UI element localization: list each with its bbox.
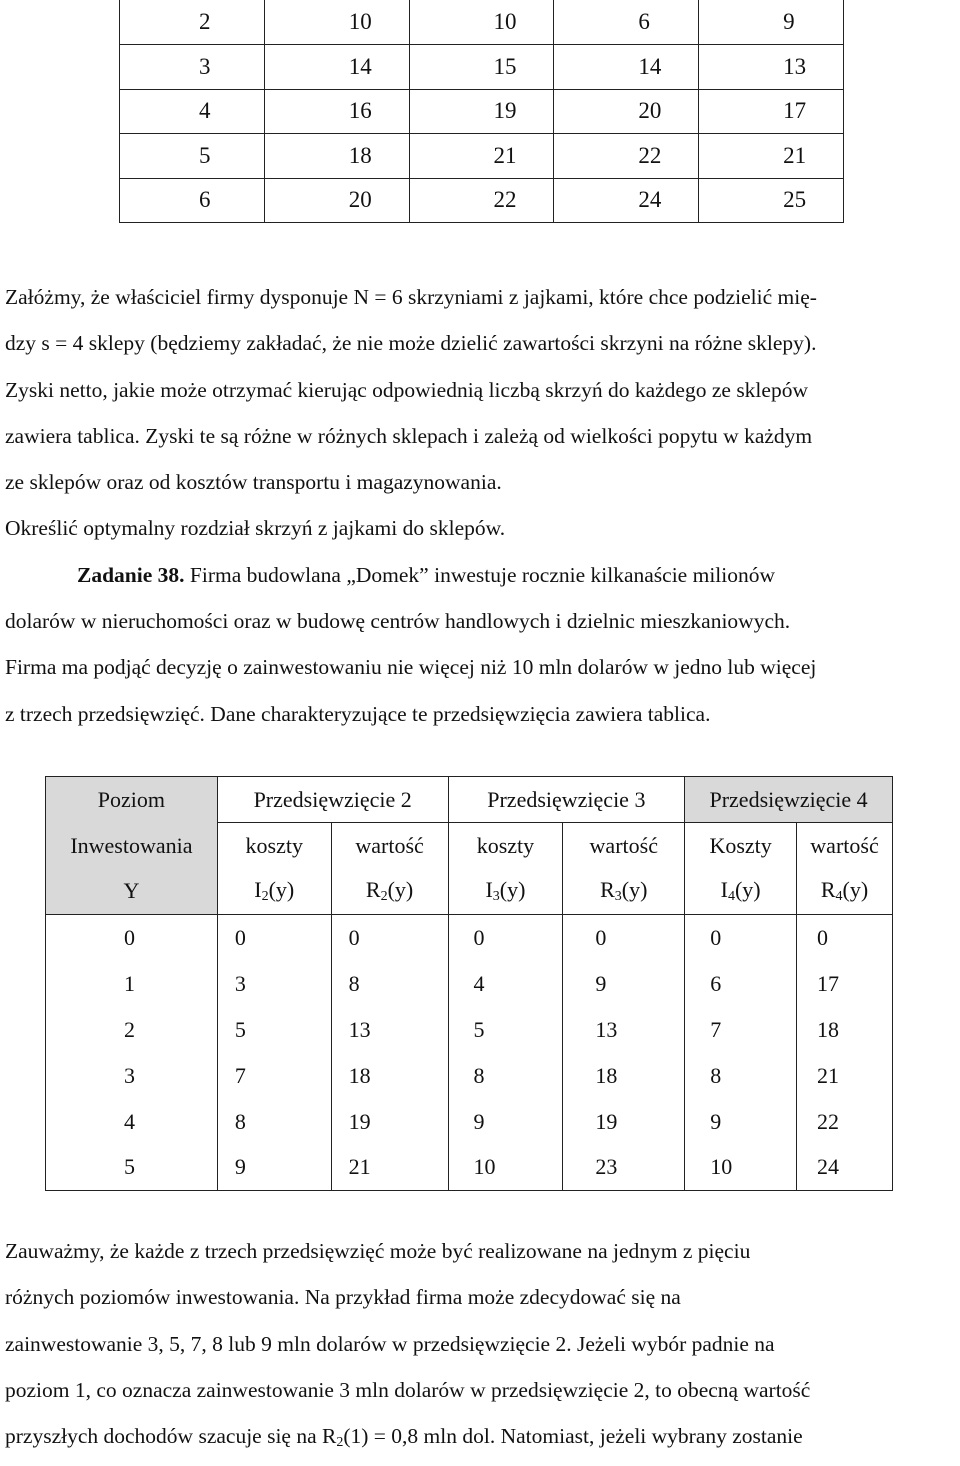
table-cell: 25 bbox=[699, 178, 844, 223]
table-cell: 18 bbox=[331, 1053, 448, 1099]
table-cell: 13 bbox=[331, 1007, 448, 1053]
table-cell: 21 bbox=[699, 134, 844, 179]
header-wartosc-4: wartość bbox=[797, 823, 893, 869]
text-line-last: przyszłych dochodów szacuje się na $R_2(1) = 0,8$ mln dol. Natomiast, jeżeli wybrany zostanie bbox=[5, 1424, 803, 1451]
zadanie-label: Zadanie 38. bbox=[77, 562, 185, 587]
table-cell: 19 bbox=[563, 1099, 685, 1145]
text-line: Firma ma podjąć decyzję o zainwestowaniu nie więcej niż 10 mln dolarów w jedno lub więcej bbox=[5, 655, 817, 680]
table-cell: 10 bbox=[264, 0, 409, 45]
table-cell: 9 bbox=[699, 0, 844, 45]
table-row bbox=[46, 915, 893, 961]
zadanie-intro: Firma budowlana „Domek” inwestuje rocznie kilkanaście milionów bbox=[184, 562, 776, 587]
header-koszty-3: koszty bbox=[448, 823, 563, 869]
table-cell: 5 bbox=[217, 1007, 331, 1053]
table-cell: 6 bbox=[120, 178, 265, 223]
header-row-labels bbox=[46, 823, 893, 869]
text-line: dolarów w nieruchomości oraz w budowę centrów handlowych i dzielnic mieszkaniowych. bbox=[5, 609, 791, 634]
table-cell: 5 bbox=[120, 134, 265, 179]
text-line: różnych poziomów inwestowania. Na przykład firma może zdecydować się na bbox=[5, 1285, 681, 1310]
table-cell: 3 bbox=[217, 961, 331, 1007]
zadanie-first-line bbox=[5, 552, 957, 598]
table-cell: 20 bbox=[554, 89, 699, 134]
table-cell: 21 bbox=[797, 1053, 893, 1099]
explanation-paragraph bbox=[5, 1228, 957, 1466]
header-i2: $I_2(y)$ bbox=[217, 869, 331, 915]
table-cell: 2 bbox=[46, 1007, 218, 1053]
table-cell: 18 bbox=[797, 1007, 893, 1053]
table-cell: 0 bbox=[797, 915, 893, 961]
table-cell: 7 bbox=[685, 1007, 797, 1053]
table-cell: 0 bbox=[685, 915, 797, 961]
table-cell: 9 bbox=[685, 1099, 797, 1145]
table-row bbox=[120, 0, 844, 45]
table-cell: 13 bbox=[563, 1007, 685, 1053]
header-project-2: Przedsięwzięcie 2 bbox=[217, 777, 448, 823]
table-cell: 10 bbox=[448, 1145, 563, 1191]
table-cell: 0 bbox=[563, 915, 685, 961]
table-row bbox=[46, 1145, 893, 1191]
header-row-projects bbox=[46, 777, 893, 823]
table-cell: 19 bbox=[409, 89, 554, 134]
header-r3: $R_3(y)$ bbox=[563, 869, 685, 915]
table-cell: 21 bbox=[331, 1145, 448, 1191]
header-r2: $R_2(y)$ bbox=[331, 869, 448, 915]
table-cell: 3 bbox=[120, 45, 265, 90]
table-cell: 3 bbox=[46, 1053, 218, 1099]
text-line: Określić optymalny rozdział skrzyń z jajkami do sklepów. bbox=[5, 516, 506, 541]
table-cell: 19 bbox=[331, 1099, 448, 1145]
problem-paragraph bbox=[5, 274, 957, 737]
table-cell: 15 bbox=[409, 45, 554, 90]
table-cell: 18 bbox=[264, 134, 409, 179]
table-cell: 2 bbox=[120, 0, 265, 45]
text-line: z trzech przedsięwzięć. Dane charakteryzujące te przedsięwzięcia zawiera tablica. bbox=[5, 701, 711, 726]
table-cell: 4 bbox=[120, 89, 265, 134]
table-cell: 8 bbox=[217, 1099, 331, 1145]
table-cell: 4 bbox=[46, 1099, 218, 1145]
table-row bbox=[46, 1053, 893, 1099]
table-cell: 23 bbox=[563, 1145, 685, 1191]
header-y: Y bbox=[46, 869, 218, 915]
table-cell: 21 bbox=[409, 134, 554, 179]
table-cell: 22 bbox=[554, 134, 699, 179]
table-cell: 10 bbox=[685, 1145, 797, 1191]
table-cell: 9 bbox=[448, 1099, 563, 1145]
table-cell: 0 bbox=[217, 915, 331, 961]
table-cell: 17 bbox=[797, 961, 893, 1007]
table-row bbox=[46, 961, 893, 1007]
text-line: Zyski netto, jakie może otrzymać kierując odpowiednią liczbą skrzyń do każdego ze sklepów bbox=[5, 377, 808, 402]
table-cell: 9 bbox=[563, 961, 685, 1007]
table-cell: 14 bbox=[264, 45, 409, 90]
table-cell: 22 bbox=[797, 1099, 893, 1145]
table-cell: 5 bbox=[448, 1007, 563, 1053]
table-cell: 16 bbox=[264, 89, 409, 134]
table-cell: 8 bbox=[331, 961, 448, 1007]
text-line: Zauważmy, że każde z trzech przedsięwzięć może być realizowane na jednym z pięciu bbox=[5, 1239, 751, 1263]
table-cell: 0 bbox=[448, 915, 563, 961]
table-row bbox=[46, 1007, 893, 1053]
header-r4: $R_4(y)$ bbox=[797, 869, 893, 915]
table-cell: 14 bbox=[554, 45, 699, 90]
table-cell: 22 bbox=[409, 178, 554, 223]
table-cell: 17 bbox=[699, 89, 844, 134]
table-cell: 18 bbox=[563, 1053, 685, 1099]
text-line: zainwestowanie 3, 5, 7, 8 lub 9 mln dolarów w przedsięwzięcie 2. Jeżeli wybór padnie na bbox=[5, 1331, 775, 1356]
table-row bbox=[120, 45, 844, 90]
table-cell: 6 bbox=[685, 961, 797, 1007]
table-cell: 7 bbox=[217, 1053, 331, 1099]
header-row-symbols bbox=[46, 869, 893, 915]
header-koszty-2: koszty bbox=[217, 823, 331, 869]
table-cell: 1 bbox=[46, 961, 218, 1007]
table-cell: 20 bbox=[264, 178, 409, 223]
table-row bbox=[46, 1099, 893, 1145]
text-line: poziom 1, co oznacza zainwestowanie 3 mln dolarów w przedsięwzięcie 2, to obecną wartość bbox=[5, 1377, 811, 1402]
table-cell: 0 bbox=[331, 915, 448, 961]
header-koszty-4: Koszty bbox=[685, 823, 797, 869]
table-cell: 13 bbox=[699, 45, 844, 90]
text-line: dzy s = 4 sklepy (będziemy zakładać, że nie może dzielić zawartości skrzyni na różne sklepy). bbox=[5, 331, 817, 356]
header-i3: $I_3(y)$ bbox=[448, 869, 563, 915]
text-line: ze sklepów oraz od kosztów transportu i magazynowania. bbox=[5, 470, 502, 495]
header-i4: $I_4(y)$ bbox=[685, 869, 797, 915]
header-poziom: Poziom bbox=[46, 777, 218, 823]
table-row bbox=[120, 134, 844, 179]
header-wartosc-3: wartość bbox=[563, 823, 685, 869]
header-wartosc-2: wartość bbox=[331, 823, 448, 869]
profit-table bbox=[119, 0, 844, 223]
table-cell: 0 bbox=[46, 915, 218, 961]
table-cell: 10 bbox=[409, 0, 554, 45]
table-cell: 8 bbox=[685, 1053, 797, 1099]
text-line: Załóżmy, że właściciel firmy dysponuje N = 6 skrzyniami z jajkami, które chce podzielić mię- bbox=[5, 285, 817, 309]
header-project-4: Przedsięwzięcie 4 bbox=[685, 777, 893, 823]
table-cell: 24 bbox=[797, 1145, 893, 1191]
header-project-3: Przedsięwzięcie 3 bbox=[448, 777, 685, 823]
table-row bbox=[120, 178, 844, 223]
table-cell: 5 bbox=[46, 1145, 218, 1191]
table-cell: 8 bbox=[448, 1053, 563, 1099]
table-cell: 6 bbox=[554, 0, 699, 45]
table-row bbox=[120, 89, 844, 134]
header-inwestowania: Inwestowania bbox=[46, 823, 218, 869]
table-cell: 24 bbox=[554, 178, 699, 223]
table-cell: 9 bbox=[217, 1145, 331, 1191]
text-line: zawiera tablica. Zyski te są różne w różnych sklepach i zależą od wielkości popytu w każdym bbox=[5, 423, 813, 448]
investment-table bbox=[45, 776, 893, 1191]
table-cell: 4 bbox=[448, 961, 563, 1007]
